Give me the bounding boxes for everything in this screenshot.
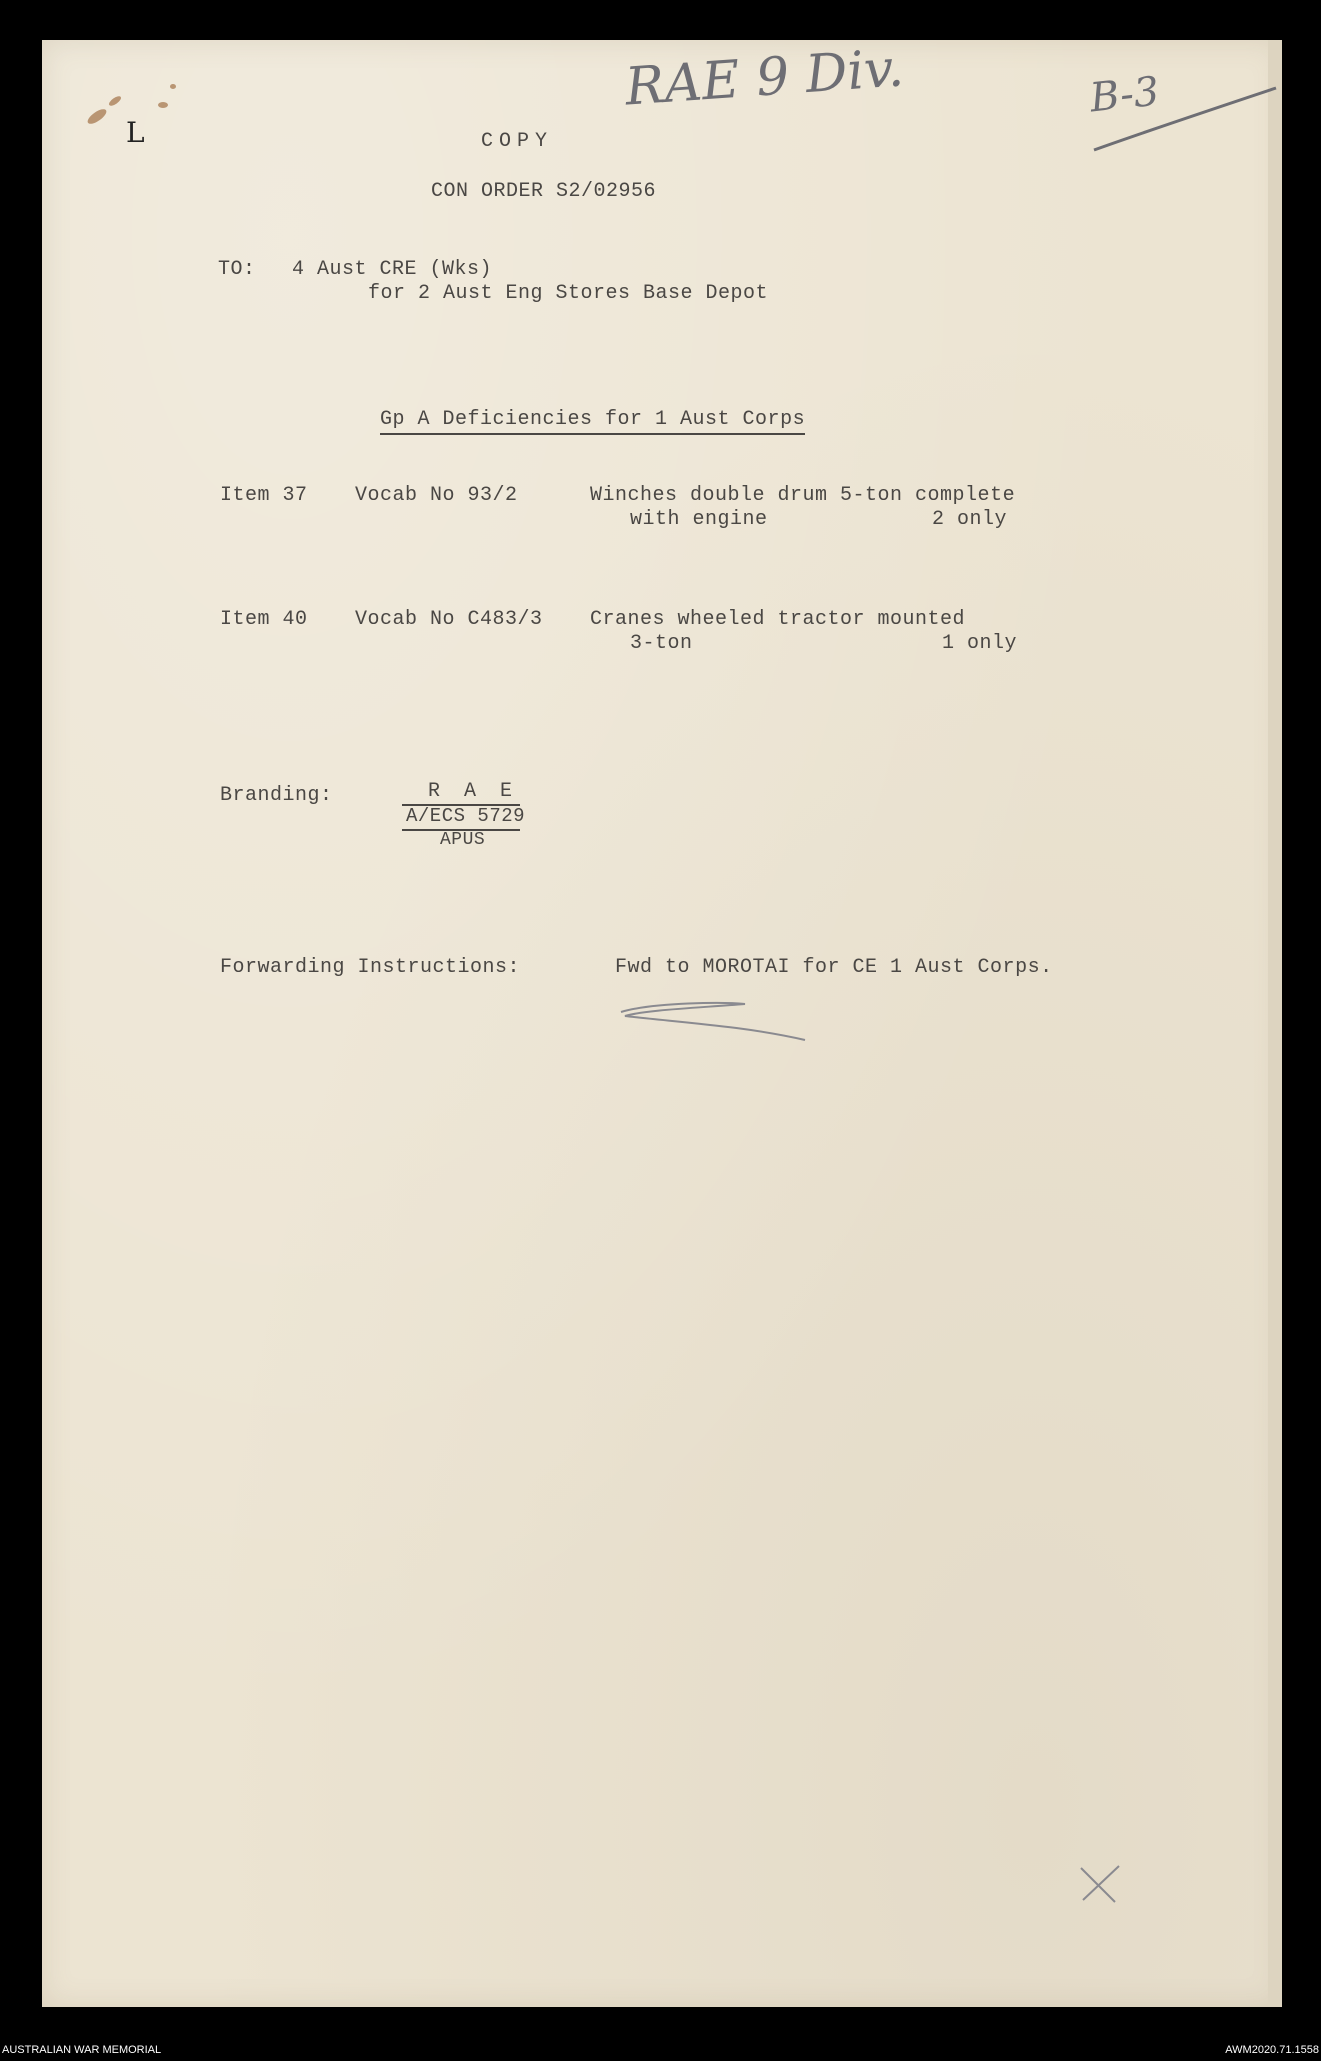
rust-stain [170, 84, 176, 89]
footer-accession-number: AWM2020.71.1558 [1225, 2044, 1319, 2056]
forwarding-instructions: Fwd to MOROTAI for CE 1 Aust Corps. [615, 956, 1053, 979]
branding-line-1: R A E [428, 780, 519, 803]
copy-label: COPY [481, 130, 554, 153]
pencil-flourish [615, 996, 815, 1046]
item-description: Cranes wheeled tractor mounted [590, 608, 966, 631]
item-number: Item 37 [220, 484, 308, 507]
vocab-number: Vocab No C483/3 [355, 608, 543, 631]
to-line-2: for 2 Aust Eng Stores Base Depot [368, 282, 769, 305]
section-heading: Gp A Deficiencies for 1 Aust Corps [380, 408, 805, 435]
footer-institution: AUSTRALIAN WAR MEMORIAL [2, 2044, 162, 2056]
branding-label: Branding: [220, 784, 333, 807]
handwritten-corner-mark: L [126, 116, 145, 149]
pencil-x-mark [1075, 1860, 1125, 1910]
order-number: CON ORDER S2/02956 [431, 180, 657, 203]
to-label: TO: [218, 258, 256, 281]
to-line-1: 4 Aust CRE (Wks) [292, 258, 493, 281]
branding-line-3: APUS [440, 830, 486, 850]
forwarding-label: Forwarding Instructions: [220, 956, 521, 979]
vocab-number: Vocab No 93/2 [355, 484, 518, 507]
handwritten-division-note: RAE 9 Div. [623, 38, 906, 118]
item-number: Item 40 [220, 608, 308, 631]
item-description-line2: 3-ton [630, 632, 693, 655]
handwritten-reference: B-3 [1087, 68, 1162, 122]
item-description-line2: with engine [630, 508, 768, 531]
item-quantity: 2 only [932, 508, 1008, 531]
page-edge [1268, 40, 1282, 2007]
branding-line-2: A/ECS 5729 [406, 805, 526, 827]
pencil-stroke-top-right [1090, 80, 1280, 160]
item-quantity: 1 only [942, 632, 1018, 655]
rust-stain [158, 102, 168, 108]
item-description: Winches double drum 5-ton complete [590, 484, 1016, 507]
